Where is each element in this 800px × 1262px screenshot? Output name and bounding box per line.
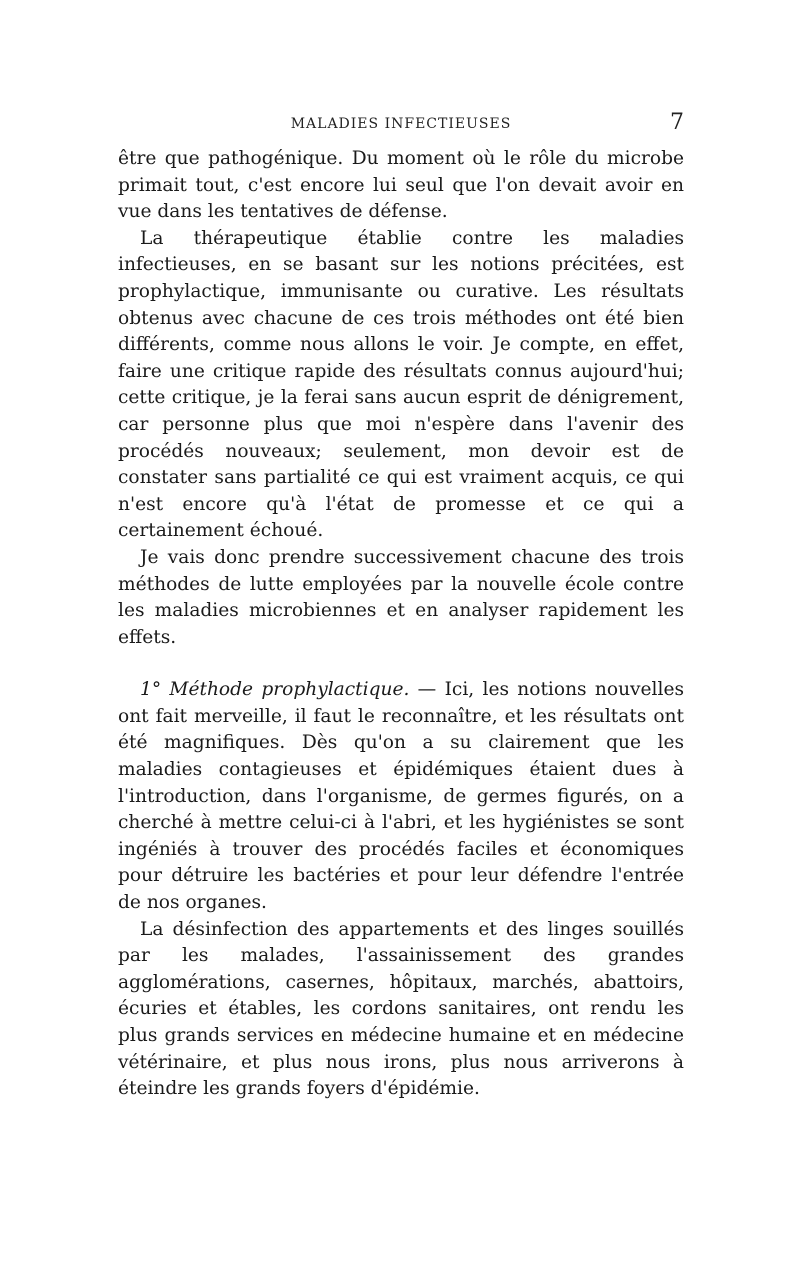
paragraph-text: La thérapeutique établie contre les maladies infectieuses, en se basant sur les notions précitées, est prophylactique, immunisante ou curative. Les résultats obtenus avec chacune de ces trois méthodes ont été bien différents, comme nous allons le voir. Je compte, en effet, faire une critique rapide des résultats connus aujourd'hui; cette critique, je la ferai sans aucun esprit de dénigrement, car personne plus que moi n'espère dans l'avenir des procédés nouveaux; seulement, mon devoir est de constater sans partialité ce qui est vraiment acquis, ce qui n'est encore qu'à l'état de promesse et ce qui a certainement échoué. [118,227,684,542]
paragraph-text: — Ici, les notions nouvelles ont fait merveille, il faut le reconnaître, et les résultats ont été magnifiques. Dès qu'on a su clairement que les maladies contagieuses et épidémiques étaient dues à l'introduction, dans l'organisme, de germes figurés, on a cherché à mettre celui-ci à l'abri, et les hygiénistes se sont ingéniés à trouver des procédés faciles et économiques pour détruire les bactéries et pour leur défendre l'entrée de nos organes. [118,679,684,914]
paragraph-disinfection [118,917,684,1103]
paragraph-text: Je vais donc prendre successivement chacune des trois méthodes de lutte employées par la nouvelle école contre les maladies microbiennes et en analyser rapidement les effets. [118,546,684,648]
paragraph-text: La désinfection des appartements et des linges souillés par les malades, l'assainissement des grandes agglomérations, casernes, hôpitaux, marchés, abattoirs, écuries et étables, les cordons sanitaires, ont rendu les plus grands services en médecine humaine et en médecine vétérinaire, et plus nous irons, plus nous arriverons à éteindre les grands foyers d'épidémie. [118,918,684,1100]
section-heading: 1° Méthode prophylactique. [140,679,410,701]
paragraph-methods-intro [118,545,684,651]
page-number: 7 [670,110,684,135]
page-header [118,112,684,140]
paragraph-text: être que pathogénique. Du moment où le rôle du microbe primait tout, c'est encore lui seul que l'on devait avoir en vue dans les tentatives de défense. [118,148,684,223]
paragraph-continuation [118,146,684,226]
paragraph-therapeutics [118,226,684,545]
running-title: MALADIES INFECTIEUSES [290,116,512,132]
paragraph-prophylactic-method [118,677,684,916]
body-text [118,146,684,1103]
